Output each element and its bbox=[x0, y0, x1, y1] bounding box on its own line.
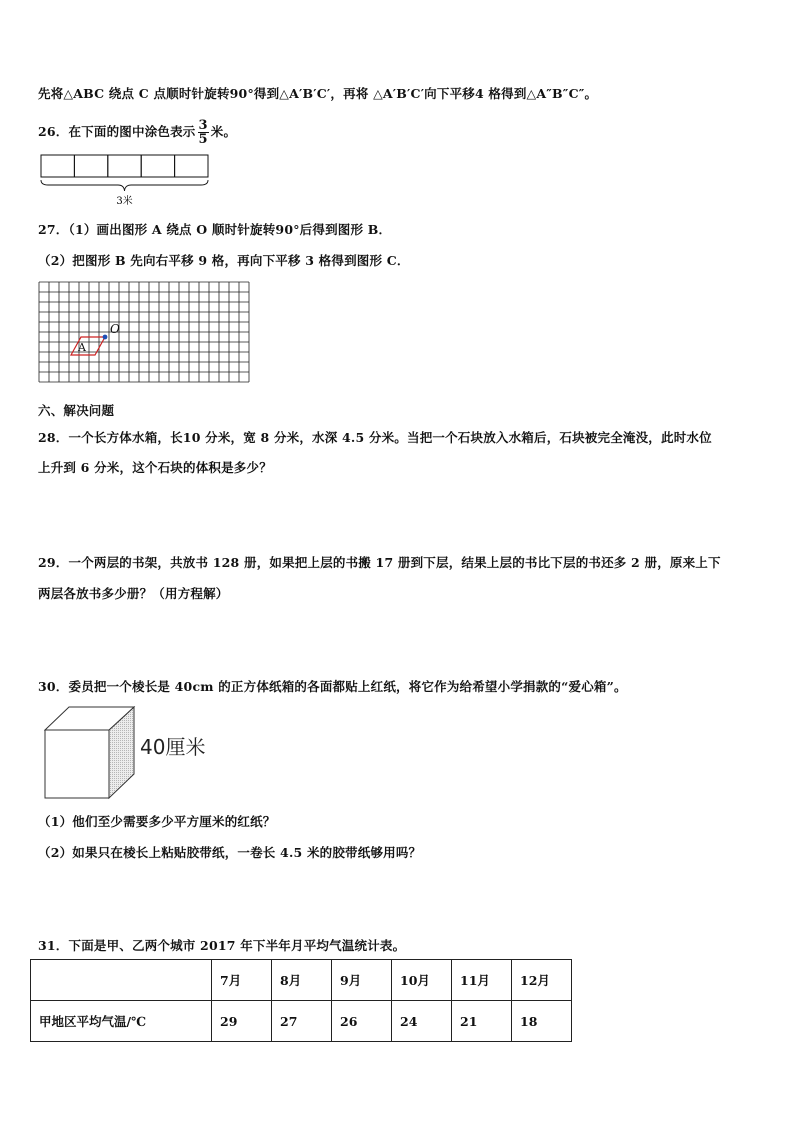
table-cell: 21 bbox=[452, 1001, 512, 1042]
table-header-cell: 10月 bbox=[392, 960, 452, 1001]
cube-edge-label: 40厘米 bbox=[140, 735, 206, 759]
bar-length-label: 3米 bbox=[116, 196, 133, 207]
q29-line1: 29．一个两层的书架，共放书 128 册，如果把上层的书搬 17 册到下层，结果上层的书比下层的书还多 2 册，原来上下 bbox=[38, 555, 721, 570]
table-header-cell: 9月 bbox=[332, 960, 392, 1001]
q30-part2: （2）如果只在棱长上粘贴胶带纸，一卷长 4.5 米的胶带纸够用吗？ bbox=[38, 845, 422, 860]
table-cell: 26 bbox=[332, 1001, 392, 1042]
table-cell: 18 bbox=[512, 1001, 572, 1042]
point-o bbox=[103, 335, 108, 340]
bar-cell-2[interactable] bbox=[74, 155, 107, 177]
shape-a-label: A bbox=[78, 341, 86, 354]
q26-prefix: 26．在下面的图中涂色表示 bbox=[38, 124, 196, 139]
q27-part1: 27．（1）画出图形 A 绕点 O 顺时针旋转90°后得到图形 B． bbox=[38, 222, 392, 237]
q30-text: 30．委员把一个棱长是 40cm 的正方体纸箱的各面都贴上红纸，将它作为给希望小学捐款的“爱心箱”。 bbox=[38, 679, 627, 694]
fraction-three-fifths bbox=[198, 119, 209, 146]
bar-cell-5[interactable] bbox=[175, 155, 208, 177]
bar-cell-4[interactable] bbox=[141, 155, 174, 177]
cube-front-face bbox=[45, 730, 109, 798]
q28-line1: 28．一个长方体水箱，长10 分米，宽 8 分米，水深 4.5 分米。当把一个石块放入水箱后，石块被完全淹没，此时水位 bbox=[38, 430, 712, 445]
q26-suffix: 米。 bbox=[210, 124, 237, 139]
table-header-cell: 11月 bbox=[452, 960, 512, 1001]
q27-part2: （2）把图形 B 先向右平移 9 格，再向下平移 3 格得到图形 C． bbox=[38, 253, 410, 268]
bar-cell-3[interactable] bbox=[108, 155, 141, 177]
q30-cube-figure bbox=[44, 706, 224, 806]
fraction-denominator: 5 bbox=[198, 132, 208, 147]
q31-text: 31．下面是甲、乙两个城市 2017 年下半年月平均气温统计表。 bbox=[38, 938, 406, 953]
temperature-table bbox=[30, 959, 572, 1042]
table-cell: 27 bbox=[272, 1001, 332, 1042]
q26-bar-diagram bbox=[38, 152, 213, 208]
q25-continuation: 先将△ABC 绕点 C 点顺时针旋转90°得到△A′B′C′，再将 △A′B′C′向下平移4 格得到△A″B″C″。 bbox=[38, 86, 598, 101]
table-cell: 24 bbox=[392, 1001, 452, 1042]
table-row bbox=[31, 1001, 572, 1042]
table-cell: 29 bbox=[212, 1001, 272, 1042]
table-header-cell: 7月 bbox=[212, 960, 272, 1001]
q26-text bbox=[38, 119, 236, 146]
table-header-cell: 12月 bbox=[512, 960, 572, 1001]
section-6-title: 六、解决问题 bbox=[38, 403, 115, 418]
grid-lines bbox=[39, 282, 249, 382]
point-o-label: O bbox=[110, 322, 120, 336]
bar-cell-1[interactable] bbox=[41, 155, 74, 177]
table-cell: 甲地区平均气温/℃ bbox=[31, 1001, 212, 1042]
fraction-numerator: 3 bbox=[198, 118, 208, 133]
bar-brace bbox=[41, 180, 208, 191]
table-header-cell bbox=[31, 960, 212, 1001]
q30-part1: （1）他们至少需要多少平方厘米的红纸？ bbox=[38, 814, 276, 829]
q29-line2: 两层各放书多少册？（用方程解） bbox=[38, 586, 229, 601]
bar-cells bbox=[41, 155, 208, 177]
q28-line2: 上升到 6 分米，这个石块的体积是多少？ bbox=[38, 460, 272, 475]
table-header-cell: 8月 bbox=[272, 960, 332, 1001]
table-header-row bbox=[31, 960, 572, 1001]
q27-grid bbox=[38, 281, 254, 389]
